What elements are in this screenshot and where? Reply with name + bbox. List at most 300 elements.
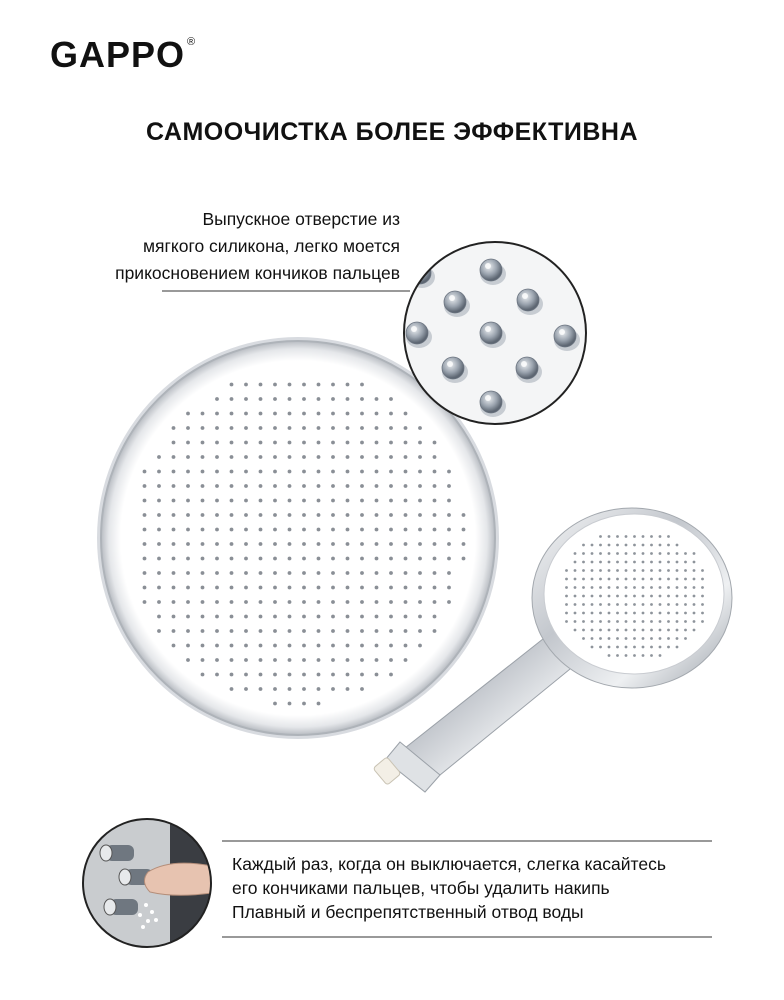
nozzle-dot	[201, 412, 205, 416]
nozzle-dot	[346, 658, 350, 662]
nozzle-dot	[346, 644, 350, 648]
nozzle-dot	[215, 615, 219, 619]
nozzle-dot	[389, 615, 393, 619]
nozzle-dot	[360, 528, 364, 532]
nozzle-dot	[346, 426, 350, 430]
nozzle-dot	[331, 499, 335, 503]
nozzle-dot	[650, 535, 653, 538]
nozzle-dot	[642, 654, 645, 657]
nozzle-dot	[317, 470, 321, 474]
nozzle-dot	[331, 426, 335, 430]
nozzle-dot	[244, 383, 248, 387]
nozzle-dot	[676, 637, 679, 640]
nozzle-dot	[375, 528, 379, 532]
nozzle-dot	[186, 528, 190, 532]
nozzle-dot	[360, 383, 364, 387]
nozzle-dot	[157, 571, 161, 575]
nozzle-dot	[433, 513, 437, 517]
nozzle-dot	[642, 552, 645, 555]
nozzle-dot	[157, 615, 161, 619]
nozzle-dot	[633, 544, 636, 547]
nozzle-dot	[230, 658, 234, 662]
nozzle-dot	[201, 528, 205, 532]
nozzle-dot	[360, 441, 364, 445]
nozzle-dot	[676, 586, 679, 589]
nozzle-dot	[302, 644, 306, 648]
nozzle-dot	[418, 426, 422, 430]
nozzle-dot	[273, 397, 277, 401]
nozzle-dot	[172, 455, 176, 459]
nozzle-dot	[565, 620, 568, 623]
nozzle-dot	[215, 412, 219, 416]
nozzle-dot	[418, 484, 422, 488]
nozzle-dot	[317, 441, 321, 445]
nozzle-dot	[389, 499, 393, 503]
nozzle-dot	[591, 595, 594, 598]
nozzle-dot	[418, 441, 422, 445]
nozzle-dot	[360, 687, 364, 691]
nozzle-dot	[172, 615, 176, 619]
nozzle-dot	[389, 673, 393, 677]
nozzle-dot	[616, 578, 619, 581]
nozzle-dot	[599, 637, 602, 640]
nozzle-dot	[346, 499, 350, 503]
nozzle-dot	[172, 600, 176, 604]
nozzle-dot	[625, 646, 628, 649]
nozzle-dot	[331, 629, 335, 633]
nozzle-dot	[565, 586, 568, 589]
nozzle-dot	[288, 542, 292, 546]
nozzle-dot	[360, 557, 364, 561]
nozzle-dot	[375, 658, 379, 662]
nozzle-dot	[701, 612, 704, 615]
nozzle-dot	[676, 578, 679, 581]
nozzle-dot	[418, 455, 422, 459]
nozzle-dot	[360, 615, 364, 619]
nozzle-dot	[650, 586, 653, 589]
nozzle-dot	[591, 629, 594, 632]
nozzle-dot	[633, 603, 636, 606]
nozzle-dot	[288, 687, 292, 691]
nozzle-dot	[259, 586, 263, 590]
nozzle-dot	[447, 499, 451, 503]
nozzle-dot	[447, 600, 451, 604]
nozzle-dot	[642, 637, 645, 640]
nozzle-dot	[433, 586, 437, 590]
nozzle-dot	[273, 412, 277, 416]
nozzle-dot	[684, 595, 687, 598]
nozzle-dot	[633, 654, 636, 657]
nozzle-dot	[201, 586, 205, 590]
nozzle-dot	[375, 412, 379, 416]
nozzle-dot	[273, 586, 277, 590]
nozzle-dot	[215, 586, 219, 590]
nozzle-dot	[599, 646, 602, 649]
nozzle-dot	[591, 578, 594, 581]
nozzle-dot	[599, 544, 602, 547]
nozzle-dot	[389, 441, 393, 445]
nozzle-dot	[667, 569, 670, 572]
nozzle-dot	[582, 586, 585, 589]
nozzle-dot	[684, 629, 687, 632]
nozzle-dot	[346, 687, 350, 691]
nozzle-dot	[244, 470, 248, 474]
nozzle-dot	[317, 586, 321, 590]
nozzle-dot	[447, 513, 451, 517]
nozzle-dot	[346, 629, 350, 633]
nozzle-dot	[389, 426, 393, 430]
nozzle-dot	[667, 544, 670, 547]
nozzle-dot	[244, 571, 248, 575]
nozzle-dot	[331, 542, 335, 546]
nozzle-dot	[172, 484, 176, 488]
nozzle-dot	[317, 412, 321, 416]
silicone-nozzle	[104, 899, 138, 915]
nozzle-dot	[186, 499, 190, 503]
nozzle-dot	[625, 561, 628, 564]
nozzle-dot	[375, 441, 379, 445]
nozzle-dot	[582, 612, 585, 615]
nozzle-dot	[259, 571, 263, 575]
nozzle-dot	[273, 644, 277, 648]
nozzle-dot	[684, 578, 687, 581]
nozzle-dot	[288, 397, 292, 401]
nozzle-dot	[244, 528, 248, 532]
nozzle-dot	[157, 600, 161, 604]
nozzle-dot	[404, 513, 408, 517]
nozzle-dot	[360, 542, 364, 546]
nozzle-dot	[273, 484, 277, 488]
nozzle-dot	[360, 470, 364, 474]
nozzle-dot	[693, 612, 696, 615]
callout-top-line-2: мягкого силикона, легко моется	[142, 236, 400, 256]
nozzle-dot	[625, 612, 628, 615]
nozzle-dot	[375, 644, 379, 648]
nozzle-dot	[418, 615, 422, 619]
nozzle-dot	[331, 441, 335, 445]
nozzle-dot	[172, 629, 176, 633]
nozzle-dot	[659, 595, 662, 598]
nozzle-dot	[259, 615, 263, 619]
nozzle-dot	[215, 542, 219, 546]
nozzle-dot	[259, 412, 263, 416]
nozzle-dot	[642, 620, 645, 623]
nozzle-dot	[659, 654, 662, 657]
nozzle-dot	[317, 557, 321, 561]
nozzle-dot	[360, 412, 364, 416]
nozzle-dot	[346, 470, 350, 474]
nozzle-dot	[215, 470, 219, 474]
nozzle-dot	[642, 578, 645, 581]
nozzle-dot	[201, 673, 205, 677]
nozzle-dot	[433, 557, 437, 561]
callout-bottom-line-1: Каждый раз, когда он выключается, слегка касайтесь	[232, 854, 666, 874]
nozzle-dot	[244, 455, 248, 459]
nozzle-dot	[659, 620, 662, 623]
nozzle-dot	[693, 578, 696, 581]
nozzle-dot	[659, 552, 662, 555]
nozzle-dot	[346, 383, 350, 387]
nozzle-dot	[259, 397, 263, 401]
nozzle-dot	[317, 658, 321, 662]
nozzle-dot	[616, 637, 619, 640]
nozzle-zoom-detail	[404, 242, 586, 424]
nozzle-dot	[244, 600, 248, 604]
nozzle-dot	[273, 513, 277, 517]
nozzle-dot	[676, 552, 679, 555]
nozzle-dot	[574, 569, 577, 572]
nozzle-dot	[302, 702, 306, 706]
nozzle-dot	[404, 499, 408, 503]
nozzle-dot	[288, 600, 292, 604]
page-title: САМООЧИСТКА БОЛЕЕ ЭФФЕКТИВНА	[145, 118, 639, 146]
nozzle-dot	[574, 629, 577, 632]
nozzle-dot	[273, 629, 277, 633]
nozzle-dot	[143, 484, 147, 488]
nozzle-dot	[244, 484, 248, 488]
nozzle-dot	[667, 646, 670, 649]
nozzle-dot	[447, 571, 451, 575]
nozzle-dot	[201, 513, 205, 517]
nozzle-dot	[574, 595, 577, 598]
nozzle-dot	[259, 455, 263, 459]
nozzle-dot	[259, 557, 263, 561]
nozzle-dot	[201, 629, 205, 633]
nozzle-dot	[259, 673, 263, 677]
nozzle-dot	[346, 397, 350, 401]
nozzle-dot	[230, 600, 234, 604]
nozzle-dot	[608, 595, 611, 598]
nozzle-dot	[447, 557, 451, 561]
nozzle-dot	[676, 595, 679, 598]
nozzle-dot	[684, 586, 687, 589]
nozzle-dot	[317, 484, 321, 488]
nozzle-dot	[616, 612, 619, 615]
nozzle-dot	[625, 603, 628, 606]
nozzle-dot	[701, 595, 704, 598]
nozzle-dot	[230, 644, 234, 648]
nozzle-dot	[273, 557, 277, 561]
nozzle-dot	[288, 658, 292, 662]
nozzle-dot	[215, 499, 219, 503]
nozzle-dot	[346, 600, 350, 604]
nozzle-dot	[375, 600, 379, 604]
nozzle-dot	[389, 484, 393, 488]
nozzle-dot	[288, 441, 292, 445]
nozzle-dot	[317, 542, 321, 546]
nozzle-dot	[317, 644, 321, 648]
nozzle-dot	[599, 603, 602, 606]
nozzle-dot	[360, 600, 364, 604]
nozzle-dot	[201, 542, 205, 546]
nozzle-dot	[230, 397, 234, 401]
nozzle-dot	[418, 542, 422, 546]
nozzle-dot	[143, 600, 147, 604]
nozzle-dot	[143, 528, 147, 532]
nozzle-dot	[230, 484, 234, 488]
nozzle-dot	[273, 571, 277, 575]
nozzle-dot	[667, 629, 670, 632]
nozzle-dot	[346, 571, 350, 575]
nozzle-dot	[404, 412, 408, 416]
nozzle-dot	[684, 637, 687, 640]
nozzle-dot	[433, 484, 437, 488]
nozzle-dot	[360, 571, 364, 575]
nozzle-dot	[331, 470, 335, 474]
nozzle-dot	[582, 637, 585, 640]
nozzle-dot	[331, 673, 335, 677]
nozzle-dot	[447, 528, 451, 532]
nozzle-dot	[625, 535, 628, 538]
nozzle-dot	[599, 586, 602, 589]
nozzle-dot	[288, 629, 292, 633]
nozzle-dot	[582, 629, 585, 632]
nozzle-dot	[230, 426, 234, 430]
nozzle-dot	[608, 629, 611, 632]
nozzle-dot	[186, 513, 190, 517]
nozzle-dot	[186, 455, 190, 459]
nozzle-dot	[433, 499, 437, 503]
nozzle-dot	[317, 383, 321, 387]
nozzle-dot	[608, 646, 611, 649]
nozzle-dot	[273, 542, 277, 546]
nozzle-dot	[317, 528, 321, 532]
nozzle-dot	[659, 586, 662, 589]
nozzle-dot	[650, 603, 653, 606]
nozzle-dot	[574, 620, 577, 623]
nozzle-dot	[418, 600, 422, 604]
nozzle-dot	[201, 600, 205, 604]
nozzle-dot	[215, 513, 219, 517]
nozzle-dot	[659, 646, 662, 649]
nozzle-dot	[650, 578, 653, 581]
nozzle-dot	[650, 654, 653, 657]
nozzle-dot	[565, 612, 568, 615]
nozzle-dot	[259, 513, 263, 517]
nozzle-dot	[433, 600, 437, 604]
nozzle-dot	[684, 612, 687, 615]
nozzle-dot	[676, 561, 679, 564]
nozzle-dot	[418, 499, 422, 503]
nozzle-dot	[574, 578, 577, 581]
nozzle-dot	[591, 620, 594, 623]
nozzle-dot	[616, 561, 619, 564]
nozzle-dot	[608, 620, 611, 623]
nozzle-dot	[633, 552, 636, 555]
nozzle-dot	[599, 578, 602, 581]
nozzle-dot	[143, 557, 147, 561]
nozzle-dot	[462, 528, 466, 532]
nozzle-dot	[684, 552, 687, 555]
nozzle-dot	[418, 470, 422, 474]
nozzle-dot	[302, 426, 306, 430]
nozzle-dot	[230, 441, 234, 445]
nozzle-dot	[259, 470, 263, 474]
nozzle-dot	[625, 595, 628, 598]
nozzle-dot	[676, 612, 679, 615]
nozzle-dot	[375, 557, 379, 561]
nozzle-dot	[447, 484, 451, 488]
nozzle-dot	[659, 637, 662, 640]
nozzle-dot	[230, 571, 234, 575]
nozzle-dot	[389, 557, 393, 561]
nozzle-dot	[659, 612, 662, 615]
nozzle-dot	[273, 687, 277, 691]
nozzle-dot	[693, 595, 696, 598]
nozzle-dot	[676, 629, 679, 632]
nozzle-dot	[650, 629, 653, 632]
nozzle-dot	[616, 544, 619, 547]
nozzle-dot	[375, 673, 379, 677]
nozzle-dot	[659, 603, 662, 606]
nozzle-dot	[389, 658, 393, 662]
nozzle-dot	[642, 603, 645, 606]
nozzle-dot	[273, 455, 277, 459]
nozzle-dot	[346, 615, 350, 619]
nozzle-dot	[230, 557, 234, 561]
nozzle-dot	[244, 658, 248, 662]
nozzle-dot	[302, 673, 306, 677]
nozzle-dot	[693, 629, 696, 632]
nozzle-dot	[701, 578, 704, 581]
nozzle-dot	[172, 513, 176, 517]
nozzle-dot	[633, 620, 636, 623]
nozzle-dot	[302, 629, 306, 633]
nozzle-dot	[273, 499, 277, 503]
nozzle-dot	[331, 586, 335, 590]
nozzle-dot	[633, 595, 636, 598]
nozzle-dot	[288, 499, 292, 503]
nozzle-dot	[633, 569, 636, 572]
nozzle-dot	[693, 569, 696, 572]
nozzle-dot	[244, 542, 248, 546]
nozzle-dot	[244, 412, 248, 416]
nozzle-dot	[244, 629, 248, 633]
nozzle-dot	[230, 528, 234, 532]
nozzle-dot	[375, 470, 379, 474]
nozzle-dot	[302, 499, 306, 503]
nozzle-dot	[599, 620, 602, 623]
nozzle-dot	[404, 528, 408, 532]
nozzle-dot	[302, 571, 306, 575]
nozzle-dot	[433, 528, 437, 532]
nozzle-dot	[693, 586, 696, 589]
nozzle-dot	[302, 615, 306, 619]
nozzle-dot	[273, 426, 277, 430]
silicone-nozzle	[100, 845, 134, 861]
nozzle-dot	[186, 615, 190, 619]
nozzle-dot	[582, 620, 585, 623]
nozzle-dot	[360, 586, 364, 590]
nozzle-dot	[172, 571, 176, 575]
nozzle-dot	[230, 470, 234, 474]
nozzle-dot	[375, 426, 379, 430]
nozzle-dot	[331, 600, 335, 604]
nozzle-dot	[389, 571, 393, 575]
nozzle-dot	[317, 629, 321, 633]
nozzle-dot	[616, 629, 619, 632]
nozzle-dot	[172, 586, 176, 590]
nozzle-dot	[404, 557, 408, 561]
nozzle-dot	[693, 603, 696, 606]
nozzle-dot	[360, 629, 364, 633]
nozzle-dot	[273, 615, 277, 619]
nozzle-dot	[360, 499, 364, 503]
nozzle-dot	[608, 544, 611, 547]
nozzle-dot	[215, 658, 219, 662]
nozzle-dot	[331, 687, 335, 691]
nozzle-dot	[186, 629, 190, 633]
